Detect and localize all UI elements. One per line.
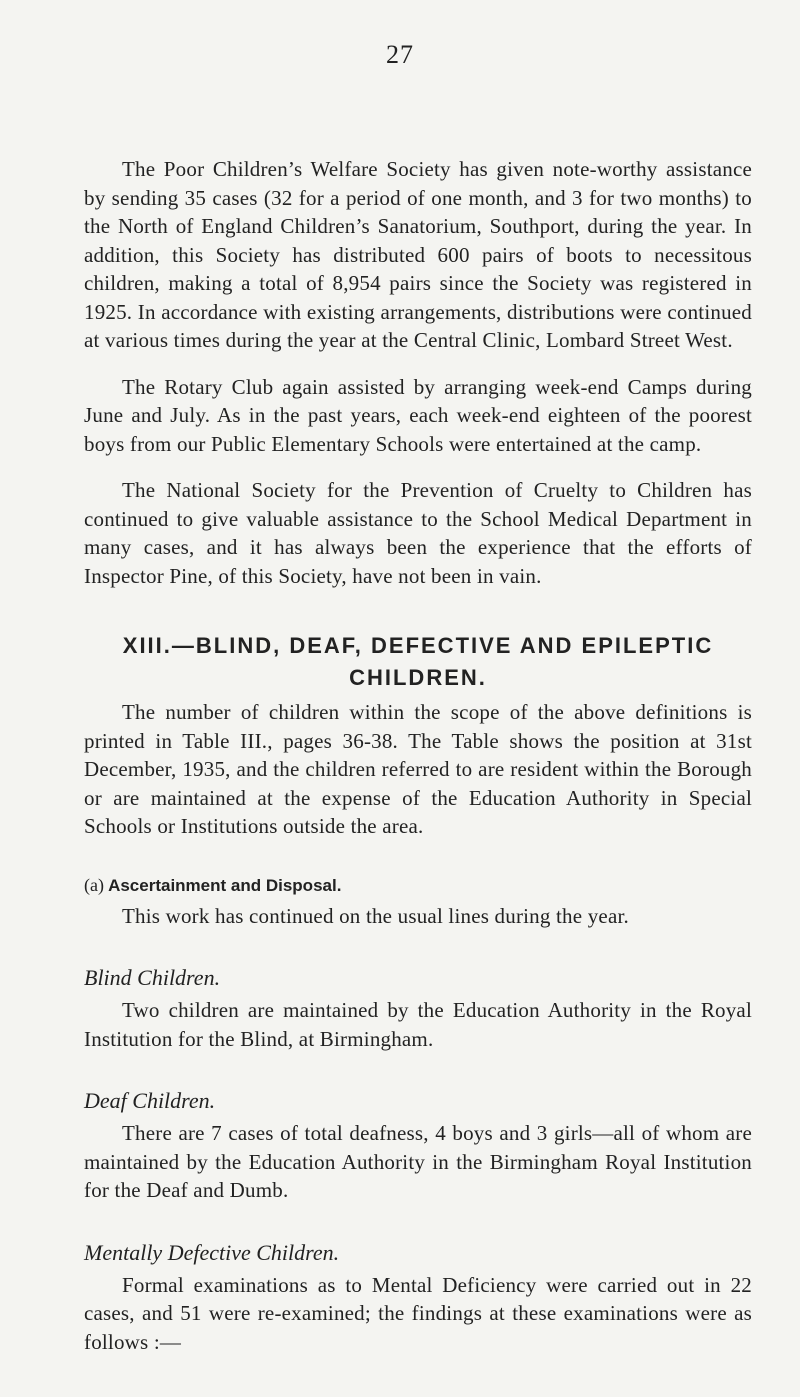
page-body bbox=[84, 155, 752, 1356]
subheading-title: Ascertainment and Disposal. bbox=[108, 875, 342, 895]
deaf-children-text: There are 7 cases of total deafness, 4 boys and 3 girls—all of whom are maintained by the Education Authority in the Birmingham Royal Institution for the Deaf and Dumb. bbox=[84, 1121, 752, 1202]
paragraph-nspcc: The National Society for the Prevention of Cruelty to Children has continued to give valuable assistance to the School Medical Department in many cases, and it has always been the experience that the efforts of Inspector Pine, of this Society, have not been in vain. bbox=[84, 478, 752, 588]
deaf-children-heading: Deaf Children. bbox=[84, 1088, 216, 1113]
mentally-defective-heading: Mentally Defective Children. bbox=[84, 1239, 340, 1265]
mentally-defective-text: Formal examinations as to Mental Deficiency were carried out in 22 cases, and 51 were re-examined; the findings at these examinations were as follows :— bbox=[84, 1272, 752, 1354]
section-intro: The number of children within the scope of the above definitions is printed in Table III., pages 36-38. The Table shows the position at 31st December, 1935, and the children referred to are resident within the Borough or are maintained at the expense of the Education Authority in Special Schools or Institutions outside the area. bbox=[84, 700, 752, 838]
blind-children-text: Two children are maintained by the Education Authority in the Royal Institution for the Blind, at Birmingham. bbox=[84, 998, 752, 1051]
subheading-ascertainment bbox=[84, 873, 752, 898]
section-heading: XIII.—BLIND, DEAF, DEFECTIVE AND EPILEPTIC CHILDREN. bbox=[122, 633, 714, 690]
paragraph-rotary-club: The Rotary Club again assisted by arranging week-end Camps during June and July. As in the past years, each week-end eighteen of the poorest boys from our Public Elementary Schools were entertained at the camp. bbox=[84, 374, 752, 456]
ascertainment-text: This work has continued on the usual lines during the year. bbox=[122, 903, 629, 928]
paragraph-poor-childrens-welfare: The Poor Children’s Welfare Society has given note-worthy assistance by sending 35 cases (32 for a period of one month, and 3 for two months) to the North of England Children’s Sanatorium, Southport, during the year. In addition, this Society has distributed 600 pairs of boots to necessitous children, making a total of 8,954 pairs since the Society was registered in 1925. In accordance with existing arrangements, distributions were continued at various times during the year at the Central Clinic, Lombard Street West. bbox=[84, 157, 752, 352]
subheading-marker: (a) bbox=[84, 874, 104, 895]
page-number: 27 bbox=[386, 40, 414, 69]
blind-children-heading: Blind Children. bbox=[84, 965, 221, 990]
